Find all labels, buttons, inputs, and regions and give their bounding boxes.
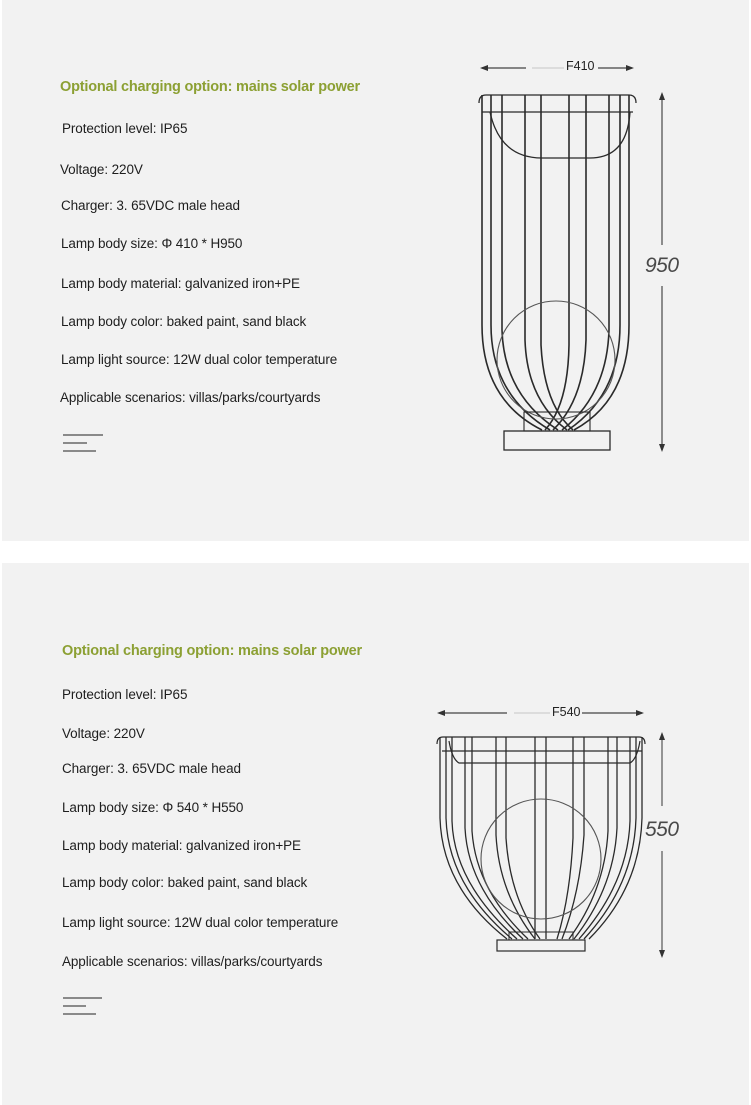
- height-dimension-label: 950: [645, 254, 679, 277]
- spec-light-source: Lamp light source: 12W dual color temperature: [62, 915, 339, 930]
- lamp-drawing-short: [2, 563, 749, 1105]
- lamp-rim: [437, 737, 645, 763]
- lamp-cage-bars: [440, 737, 642, 939]
- spec-body-color: Lamp body color: baked paint, sand black: [61, 314, 307, 329]
- spec-voltage: Voltage: 220V: [60, 162, 143, 177]
- product-spec-panel-tall: [2, 0, 749, 541]
- spec-body-size: Lamp body size: Φ 540 * H550: [62, 800, 244, 815]
- height-dimension-label: 550: [645, 818, 679, 841]
- charging-option-title: Optional charging option: mains solar power: [60, 79, 360, 95]
- spec-charger: Charger: 3. 65VDC male head: [61, 198, 240, 213]
- spec-light-source: Lamp light source: 12W dual color temperature: [61, 352, 338, 367]
- width-dimension-label: F410: [566, 59, 595, 73]
- spec-protection-level: Protection level: IP65: [62, 687, 188, 702]
- product-spec-panel-short: [2, 563, 749, 1105]
- lamp-cage-bars: [482, 95, 629, 430]
- width-dimension-label: F540: [552, 705, 581, 719]
- spec-body-material: Lamp body material: galvanized iron+PE: [61, 276, 300, 291]
- spec-charger: Charger: 3. 65VDC male head: [62, 761, 241, 776]
- spec-body-size: Lamp body size: Φ 410 * H950: [61, 236, 243, 251]
- height-dimension-arrow: [659, 732, 665, 958]
- spec-scenarios: Applicable scenarios: villas/parks/courtyards: [60, 390, 321, 405]
- width-dimension-arrow: [437, 710, 644, 716]
- spec-body-color: Lamp body color: baked paint, sand black: [62, 875, 308, 890]
- spec-body-material: Lamp body material: galvanized iron+PE: [62, 838, 301, 853]
- charging-option-title: Optional charging option: mains solar power: [62, 643, 362, 659]
- spec-voltage: Voltage: 220V: [62, 726, 145, 741]
- spec-scenarios: Applicable scenarios: villas/parks/courtyards: [62, 954, 323, 969]
- lamp-drawing-tall: [2, 0, 749, 541]
- width-dimension-arrow: [480, 65, 634, 71]
- spec-protection-level: Protection level: IP65: [62, 121, 188, 136]
- lamp-base: [497, 940, 585, 951]
- lamp-base: [504, 431, 610, 450]
